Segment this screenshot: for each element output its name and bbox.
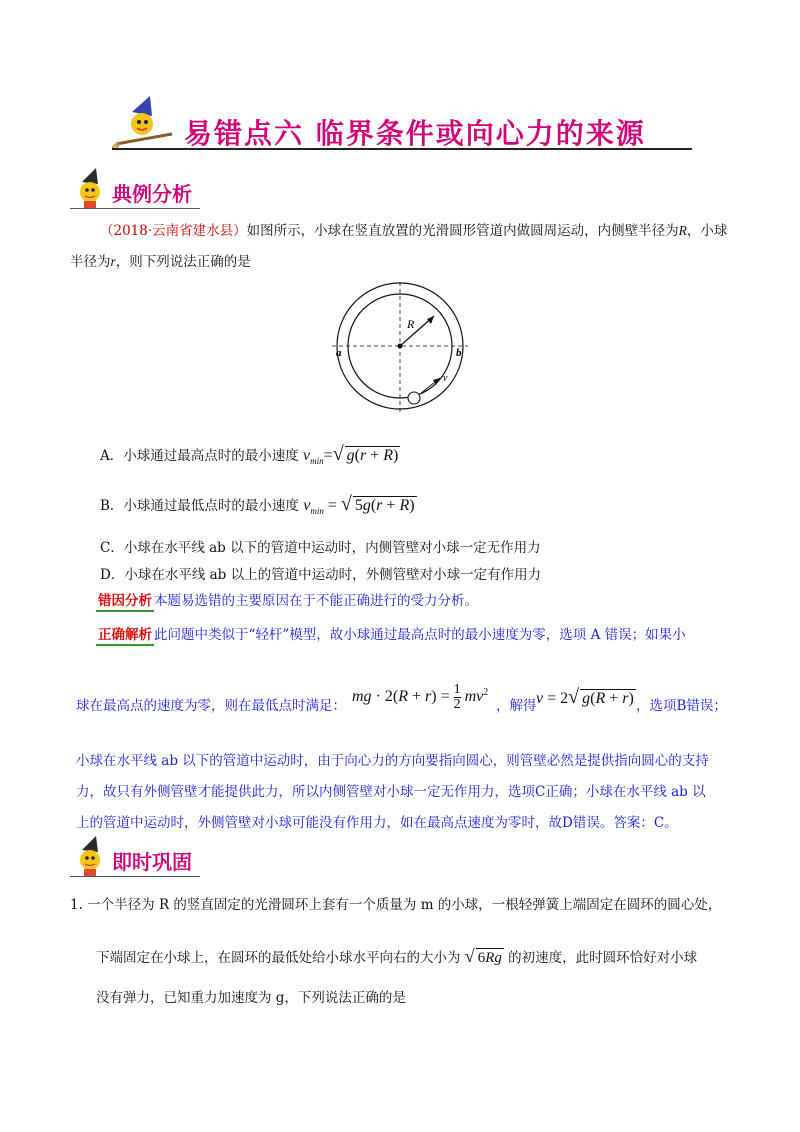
- error-analysis-tag: 错因分析: [96, 592, 154, 612]
- label-R: R: [407, 317, 415, 331]
- energy-equation: mg · 2(R + r) = $\frac{1}{2}$ $mv^2$: [352, 682, 489, 712]
- label-b: b: [456, 347, 462, 359]
- error-analysis: 错因分析 本题易选错的主要原因在于不能正确进行的受力分析。: [96, 592, 478, 612]
- practice-q1-line2: 下端固定在小球上，在圆环的最低处给小球水平向右的大小为 √ 6Rg 的初速度，此时圆环恰好对小球: [96, 946, 698, 966]
- solution-line4: 力，故只有外侧管壁才能提供此力，所以内侧管壁对小球一定无作用力，选项C正确；小球在水平线 ab 以: [76, 784, 706, 800]
- initial-velocity-formula: √ 6Rg: [464, 946, 502, 966]
- solution-line2-end: ，选项B错误；: [636, 698, 727, 714]
- option-d: D．小球在水平线 ab 以上的管道中运动时，外侧管壁对小球一定有作用力: [100, 567, 542, 583]
- solution-line5: 上的管道中运动时，外侧管壁对小球可能没有作用力，如在最高点速度为零时，故D错误。答案：C。: [76, 815, 678, 831]
- label-v: v: [443, 373, 448, 384]
- wizard-mascot-icon: [112, 94, 176, 150]
- solution-tag: 正确解析: [96, 626, 154, 646]
- wizard-mascot-icon: [70, 168, 110, 210]
- page-title: 易错点六 临界条件或向心力的来源: [184, 117, 646, 150]
- option-a-formula: $v_{min}=√$ g(r + R): [303, 443, 399, 467]
- section-heading-example: 典例分析: [112, 182, 192, 206]
- practice-q1-line1: 1. 一个半径为 R 的竖直固定的光滑圆环上套有一个质量为 m 的小球，一根轻弹簧上端固定在圆环的圆心处，: [70, 897, 722, 913]
- title-bar: [112, 108, 692, 148]
- velocity-result: v = 2√ g(R + r): [536, 686, 634, 708]
- option-b-formula: $v_{min}$ = √ 5g(r + R): [303, 493, 415, 517]
- question-stem-line1: （2018·云南省建水县）如图所示，小球在竖直放置的光滑圆形管道内做圆周运动，内侧壁半径为R，小球: [100, 223, 728, 239]
- section-underline: [70, 208, 200, 209]
- section-underline: [70, 876, 200, 877]
- question-stem-line2: 半径为r，则下列说法正确的是: [70, 254, 251, 270]
- label-a: a: [336, 347, 342, 359]
- practice-q1-line3: 没有弹力，已知重力加速度为 g，下列说法正确的是: [96, 990, 406, 1006]
- solution-line1: 正确解析 此问题中类似于“轻杆”模型，故小球通过最高点时的最小速度为零，选项 A 错误；如果小: [96, 626, 686, 646]
- option-a: A．小球通过最高点时的最小速度 $v_{min}=√$ g(r + R): [100, 443, 399, 467]
- source-label: （2018·云南省建水县）: [100, 223, 247, 239]
- solution-line2: 球在最高点的速度为零，则在最低点时满足：: [76, 698, 346, 714]
- solution-line3: 小球在水平线 ab 以下的管道中运动时，由于向心力的方向要指向圆心，则管壁必然是提供指向圆心的支持: [76, 753, 709, 769]
- option-b: B．小球通过最低点时的最小速度 $v_{min}$ = √ 5g(r + R): [100, 493, 415, 517]
- section-heading-practice: 即时巩固: [112, 850, 192, 874]
- wizard-mascot-icon: [70, 836, 110, 878]
- circular-tube-diagram: [330, 282, 470, 418]
- title-underline: [112, 148, 692, 150]
- solution-line2-solve: ，解得: [496, 698, 537, 714]
- option-c: C．小球在水平线 ab 以下的管道中运动时，内侧管壁对小球一定无作用力: [100, 540, 541, 556]
